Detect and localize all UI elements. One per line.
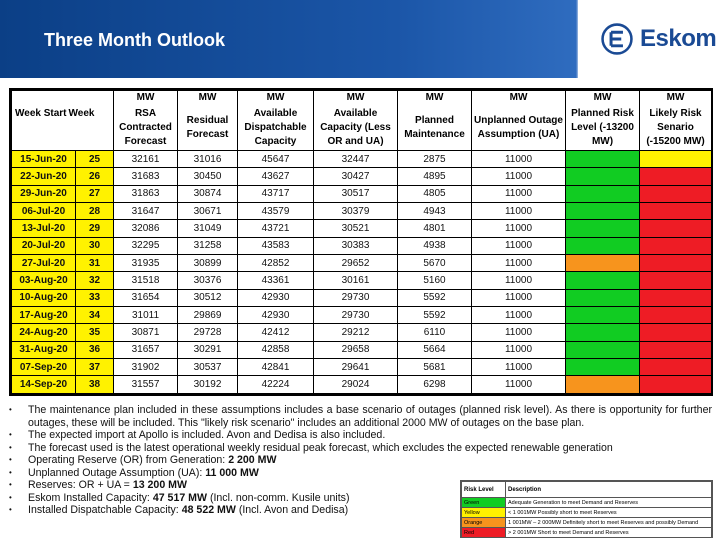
legend-description: > 2 001MW Short to meet Demand and Reserves [506,528,712,538]
table-row [12,220,712,237]
bullet-bold-value: 47 517 MW [152,491,207,504]
planned-risk-cell [566,168,640,185]
cell-week: 37 [76,359,114,376]
cell-planned: 2875 [398,151,472,168]
bullet-item [8,454,712,467]
planned-risk-cell [566,324,640,341]
cell-avail: 29658 [314,341,398,358]
planned-risk-cell [566,203,640,220]
cell-residual: 30537 [178,359,238,376]
column-header: Unplanned Outage Assumption (UA) [472,106,566,151]
cell-planned: 5160 [398,272,472,289]
bullet-plain-text: Installed Dispatchable Capacity: [28,504,182,516]
bullet-plain-text: Reserves: OR + UA = [28,479,133,491]
cell-avail: 29024 [314,376,398,394]
unit-header: MW [178,91,238,106]
unit-header: MW [238,91,314,106]
cell-date: 06-Jul-20 [12,203,76,220]
planned-risk-cell [566,255,640,272]
cell-week: 36 [76,341,114,358]
cell-residual: 29728 [178,324,238,341]
cell-residual: 30450 [178,168,238,185]
likely-risk-cell [640,220,712,237]
cell-planned: 5681 [398,359,472,376]
cell-week: 32 [76,272,114,289]
cell-avail: 30383 [314,237,398,254]
cell-ua: 11000 [472,255,566,272]
table-row [12,203,712,220]
cell-ua: 11000 [472,185,566,202]
cell-date: 20-Jul-20 [12,237,76,254]
eskom-logo-icon [600,22,634,56]
cell-avail: 30427 [314,168,398,185]
bullet-item [8,404,712,429]
cell-date: 27-Jul-20 [12,255,76,272]
column-header: Likely Risk Senario (-15200 MW) [640,106,712,151]
cell-avail: 29212 [314,324,398,341]
cell-planned: 6110 [398,324,472,341]
cell-date: 24-Aug-20 [12,324,76,341]
cell-adc: 43721 [238,220,314,237]
cell-avail: 30521 [314,220,398,237]
column-header: Residual Forecast [178,106,238,151]
cell-date: 03-Aug-20 [12,272,76,289]
cell-rsa: 31654 [114,289,178,306]
cell-adc: 42930 [238,307,314,324]
legend-header-description: Description [506,482,712,498]
bullet-item [8,429,712,442]
cell-avail: 30379 [314,203,398,220]
cell-date: 31-Aug-20 [12,341,76,358]
cell-planned: 5592 [398,289,472,306]
legend-row [462,528,712,538]
planned-risk-cell [566,376,640,394]
cell-date: 17-Aug-20 [12,307,76,324]
cell-adc: 42852 [238,255,314,272]
planned-risk-cell [566,185,640,202]
cell-ua: 11000 [472,237,566,254]
likely-risk-cell [640,203,712,220]
likely-risk-cell [640,376,712,394]
cell-rsa: 31902 [114,359,178,376]
cell-date: 07-Sep-20 [12,359,76,376]
cell-avail: 29730 [314,289,398,306]
bullet-text [28,454,712,467]
legend-row [462,518,712,528]
bullet-dot-icon: • [9,430,12,439]
page-title: Three Month Outlook [44,30,225,50]
bullet-text [28,404,712,429]
cell-week: 29 [76,220,114,237]
cell-planned: 5664 [398,341,472,358]
cell-adc: 42224 [238,376,314,394]
cell-residual: 31258 [178,237,238,254]
likely-risk-cell [640,341,712,358]
table-row [12,151,712,168]
likely-risk-cell [640,324,712,341]
cell-week: 33 [76,289,114,306]
legend-description: Adequate Generation to meet Demand and Reserves [506,498,712,508]
cell-ua: 11000 [472,272,566,289]
bullet-dot-icon: • [9,442,12,452]
cell-week: 30 [76,237,114,254]
legend-description: < 1 001MW Possibly short to meet Reserves [506,508,712,518]
likely-risk-cell [640,289,712,306]
table-row [12,168,712,185]
cell-rsa: 31657 [114,341,178,358]
cell-planned: 4938 [398,237,472,254]
cell-rsa: 32086 [114,220,178,237]
unit-header: MW [398,91,472,106]
cell-residual: 30291 [178,341,238,358]
legend-level: Orange [462,518,506,528]
bullet-dot-icon: • [9,405,12,414]
bullet-bold-value: 13 200 MW [132,479,187,491]
cell-rsa: 31557 [114,376,178,394]
cell-residual: 30512 [178,289,238,306]
bullet-tail-text: (Incl. non-comm. Kusile units) [207,491,350,504]
planned-risk-cell [566,272,640,289]
cell-planned: 6298 [398,376,472,394]
cell-avail: 32447 [314,151,398,168]
planned-risk-cell [566,151,640,168]
bullet-bold-value: 48 522 MW [181,504,236,516]
cell-adc: 42841 [238,359,314,376]
cell-rsa: 32295 [114,237,178,254]
cell-planned: 4895 [398,168,472,185]
column-header: Available Capacity (Less OR and UA) [314,106,398,151]
table-row [12,255,712,272]
cell-ua: 11000 [472,341,566,358]
cell-rsa: 31935 [114,255,178,272]
cell-adc: 43361 [238,272,314,289]
table-row [12,237,712,254]
cell-planned: 4805 [398,185,472,202]
cell-adc: 45647 [238,151,314,168]
unit-header: MW [472,91,566,106]
bullet-plain-text: Eskom Installed Capacity: [28,491,153,504]
legend-level: Red [462,528,506,538]
legend-row [462,508,712,518]
cell-ua: 11000 [472,151,566,168]
eskom-logo-text: Eskom [640,25,717,52]
likely-risk-cell [640,307,712,324]
cell-adc: 42412 [238,324,314,341]
table-row [12,376,712,394]
table-body [12,151,712,394]
likely-risk-cell [640,272,712,289]
column-header: Available Dispatchable Capacity [238,106,314,151]
week-header: Week [68,108,95,119]
table-row [12,289,712,306]
bullet-bold-value: 11 000 MW [205,466,259,479]
cell-week: 31 [76,255,114,272]
bullet-tail-text: (Incl. Avon and Dedisa) [235,504,349,516]
cell-residual: 30192 [178,376,238,394]
bullet-plain-text: The maintenance plan included in these assumptions includes a base scenario of outages (planned risk level). As there is opportunity for further outages, these will be included. This "likely risk scenario" includes an additional 2000 MW of outages on the base plan. [28,404,712,429]
units-row [12,91,712,106]
bullet-text [28,442,712,455]
cell-week: 25 [76,151,114,168]
likely-risk-cell [640,151,712,168]
cell-adc: 43717 [238,185,314,202]
cell-rsa: 31683 [114,168,178,185]
outlook-table-frame [9,88,713,396]
cell-week: 26 [76,168,114,185]
bullet-text [28,467,712,480]
legend-level: Yellow [462,508,506,518]
legend-header-level: Risk Level [462,482,506,498]
cell-week: 27 [76,185,114,202]
cell-avail: 30517 [314,185,398,202]
legend-description: 1 001MW – 2 000MW Definitely short to meet Reserves and possibly Demand [506,518,712,528]
eskom-logo [578,0,720,78]
cell-residual: 30376 [178,272,238,289]
cell-ua: 11000 [472,220,566,237]
likely-risk-cell [640,168,712,185]
column-header: Planned Maintenance [398,106,472,151]
cell-date: 29-Jun-20 [12,185,76,202]
bullet-dot-icon: • [9,492,12,502]
bullet-dot-icon: • [9,480,12,489]
cell-date: 22-Jun-20 [12,168,76,185]
cell-planned: 4943 [398,203,472,220]
column-header: Planned Risk Level (-13200 MW) [566,106,640,151]
table-row [12,341,712,358]
cell-residual: 31049 [178,220,238,237]
planned-risk-cell [566,237,640,254]
planned-risk-cell [566,220,640,237]
cell-adc: 42858 [238,341,314,358]
bullet-dot-icon: • [9,467,12,477]
legend-level: Green [462,498,506,508]
cell-ua: 11000 [472,168,566,185]
risk-legend [460,480,713,538]
bullet-bold-value: 2 200 MW [228,454,277,466]
cell-ua: 11000 [472,376,566,394]
week-start-label: Week Start [15,108,67,119]
bullet-plain-text: Unplanned Outage Assumption (UA): [28,466,206,479]
column-header: RSA Contracted Forecast [114,106,178,151]
cell-adc: 43579 [238,203,314,220]
cell-avail: 29641 [314,359,398,376]
likely-risk-cell [640,237,712,254]
cell-adc: 43583 [238,237,314,254]
cell-residual: 31016 [178,151,238,168]
cell-avail: 29652 [314,255,398,272]
cell-ua: 11000 [472,203,566,220]
cell-date: 15-Jun-20 [12,151,76,168]
likely-risk-cell [640,185,712,202]
cell-adc: 43627 [238,168,314,185]
cell-week: 38 [76,376,114,394]
week-start-header [12,91,114,151]
table-row [12,272,712,289]
risk-legend-table [461,481,712,538]
cell-avail: 30161 [314,272,398,289]
cell-residual: 30899 [178,255,238,272]
likely-risk-cell [640,359,712,376]
unit-header: MW [566,91,640,106]
cell-ua: 11000 [472,307,566,324]
unit-header: MW [640,91,712,106]
header-row [12,106,712,151]
cell-rsa: 30871 [114,324,178,341]
unit-header: MW [314,91,398,106]
bullet-dot-icon: • [9,455,12,464]
cell-rsa: 31647 [114,203,178,220]
cell-ua: 11000 [472,289,566,306]
cell-date: 10-Aug-20 [12,289,76,306]
cell-rsa: 31863 [114,185,178,202]
cell-planned: 4801 [398,220,472,237]
cell-planned: 5670 [398,255,472,272]
cell-ua: 11000 [472,324,566,341]
bullet-plain-text: The expected import at Apollo is included. Avon and Dedisa is also included. [28,429,386,441]
table-row [12,359,712,376]
planned-risk-cell [566,359,640,376]
cell-date: 13-Jul-20 [12,220,76,237]
bullet-item [8,467,712,480]
table-row [12,324,712,341]
cell-date: 14-Sep-20 [12,376,76,394]
cell-week: 34 [76,307,114,324]
cell-rsa: 31011 [114,307,178,324]
cell-ua: 11000 [472,359,566,376]
bullet-plain-text: The forecast used is the latest operational weekly residual peak forecast, which excludes the expected renewable generation [28,441,613,454]
cell-rsa: 32161 [114,151,178,168]
cell-week: 28 [76,203,114,220]
cell-avail: 29730 [314,307,398,324]
legend-row [462,498,712,508]
bullet-item [8,442,712,455]
cell-residual: 30874 [178,185,238,202]
planned-risk-cell [566,307,640,324]
outlook-table [11,90,712,394]
bullet-text [28,429,712,442]
unit-header: MW [114,91,178,106]
cell-residual: 29869 [178,307,238,324]
cell-adc: 42930 [238,289,314,306]
cell-residual: 30671 [178,203,238,220]
planned-risk-cell [566,341,640,358]
table-row [12,185,712,202]
planned-risk-cell [566,289,640,306]
cell-planned: 5592 [398,307,472,324]
likely-risk-cell [640,255,712,272]
bullet-dot-icon: • [9,505,12,514]
table-row [12,307,712,324]
cell-week: 35 [76,324,114,341]
cell-rsa: 31518 [114,272,178,289]
bullet-plain-text: Operating Reserve (OR) from Generation: [28,454,229,466]
